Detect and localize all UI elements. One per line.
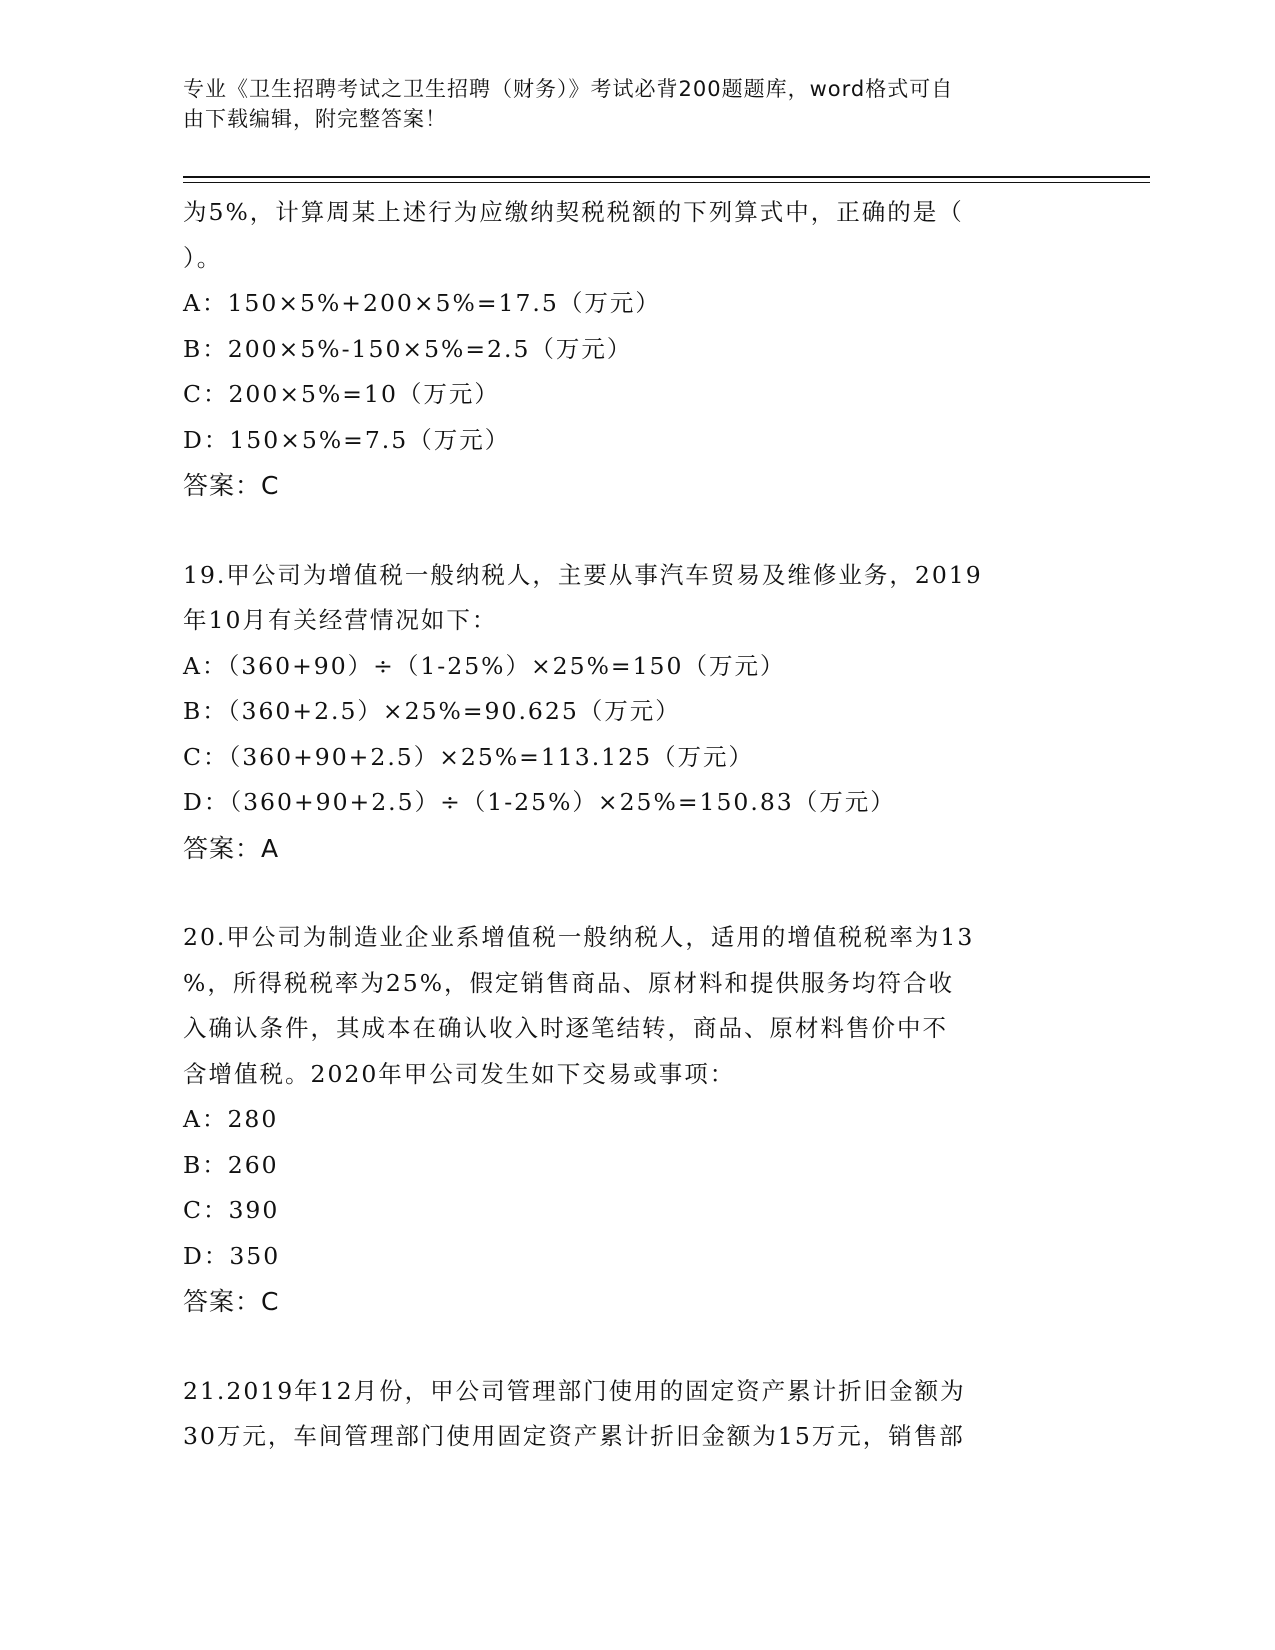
option-d: D：150×5%=7.5（万元） <box>183 425 511 454</box>
question-spacer <box>183 1325 1083 1369</box>
answer-line: 答案：C <box>183 1287 280 1316</box>
question-stem-line: 为5%，计算周某上述行为应缴纳契税税额的下列算式中，正确的是（ <box>183 198 964 226</box>
question-stem-line: 含增值税。2020年甲公司发生如下交易或事项： <box>183 1059 736 1088</box>
question-stem-line: 30万元，车间管理部门使用固定资产累计折旧金额为15万元，销售部 <box>183 1422 965 1450</box>
option-c: C：（360+90+2.5）×25%=113.125（万元） <box>183 742 755 771</box>
question-stem-line: %，所得税税率为25%，假定销售商品、原材料和提供服务均符合收 <box>183 968 955 997</box>
question-stem-line: 入确认条件，其成本在确认收入时逐笔结转，商品、原材料售价中不 <box>183 1014 948 1042</box>
question-stem-line: 21.2019年12月份，甲公司管理部门使用的固定资产累计折旧金额为 <box>183 1376 966 1405</box>
header-divider-thick <box>183 176 1150 178</box>
option-d: D：350 <box>183 1241 281 1270</box>
question-stem-line: ）。 <box>183 243 223 272</box>
header-title-line-1: 专业《卫生招聘考试之卫生招聘（财务）》考试必背200题题库，word格式可自 <box>183 77 954 101</box>
question-spacer <box>183 871 1083 915</box>
question-stem-line: 19.甲公司为增值税一般纳税人，主要从事汽车贸易及维修业务，2019 <box>183 560 983 589</box>
question-list <box>183 190 1083 1460</box>
option-d: D：（360+90+2.5）÷（1-25%）×25%=150.83（万元） <box>183 788 896 816</box>
question-19 <box>183 553 1083 872</box>
document-header <box>183 74 1063 134</box>
question-spacer <box>183 509 1083 553</box>
option-c: C：200×5%=10（万元） <box>183 380 500 408</box>
answer-line: 答案：C <box>183 471 280 500</box>
question-21 <box>183 1369 1083 1460</box>
option-a: A：280 <box>183 1105 279 1133</box>
option-a: A：（360+90）÷（1-25%）×25%=150（万元） <box>183 651 786 680</box>
question-stem-line: 年10月有关经营情况如下： <box>183 606 498 634</box>
option-b: B：200×5%-150×5%=2.5（万元） <box>183 334 633 363</box>
option-c: C：390 <box>183 1196 280 1224</box>
option-b: B：（360+2.5）×25%=90.625（万元） <box>183 697 681 725</box>
header-divider-thin <box>183 182 1150 183</box>
question-20 <box>183 915 1083 1325</box>
header-title-line-2: 由下载编辑，附完整答案！ <box>183 107 447 131</box>
option-b: B：260 <box>183 1150 279 1179</box>
question-stem-line: 20.甲公司为制造业企业系增值税一般纳税人，适用的增值税税率为13 <box>183 923 975 951</box>
option-a: A：150×5%+200×5%=17.5（万元） <box>183 289 661 317</box>
answer-line: 答案：A <box>183 833 280 863</box>
question-18 <box>183 190 1083 509</box>
